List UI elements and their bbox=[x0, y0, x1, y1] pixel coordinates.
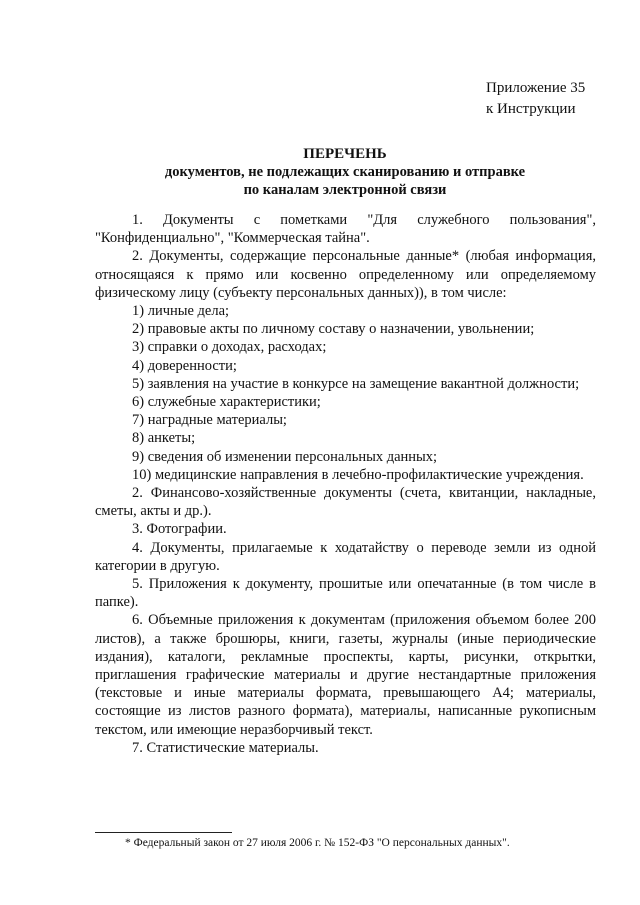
list-item-8: 7. Статистические материалы. bbox=[132, 739, 319, 756]
document-body bbox=[95, 211, 596, 757]
sub-item-8: 8) анкеты; bbox=[132, 430, 196, 447]
list-item-1: 1. Документы с пометками "Для служебного пользования", "Конфиденциально", "Коммерческая тайна". bbox=[95, 212, 596, 247]
title-heading: ПЕРЕЧЕНЬ bbox=[303, 146, 387, 162]
sub-item-5: 5) заявления на участие в конкурсе на замещение вакантной должности; bbox=[132, 375, 580, 392]
list-item-5: 4. Документы, прилагаемые к ходатайству о переводе земли из одной категории в другую. bbox=[95, 539, 596, 574]
document-title bbox=[95, 145, 595, 199]
list-item-3: 2. Финансово-хозяйственные документы (счета, квитанции, накладные, сметы, акты и др.). bbox=[95, 485, 596, 520]
appendix-reference bbox=[486, 78, 585, 120]
title-line-1: документов, не подлежащих сканированию и отправке bbox=[164, 164, 526, 180]
appendix-instruction: к Инструкции bbox=[486, 101, 576, 117]
sub-item-2: 2) правовые акты по личному составу о назначении, увольнении; bbox=[132, 321, 535, 338]
appendix-number: Приложение 35 bbox=[486, 80, 586, 96]
sub-item-10: 10) медицинские направления в лечебно-профилактические учреждения. bbox=[132, 466, 584, 483]
sub-item-3: 3) справки о доходах, расходах; bbox=[132, 339, 327, 356]
sub-item-4: 4) доверенности; bbox=[132, 357, 237, 374]
footnote: * Федеральный закон от 27 июля 2006 г. № 152-ФЗ "О персональных данных". bbox=[125, 837, 510, 849]
list-item-6: 5. Приложения к документу, прошитые или опечатанные (в том числе в папке). bbox=[95, 576, 596, 611]
sub-item-6: 6) служебные характеристики; bbox=[132, 394, 321, 411]
sub-item-7: 7) наградные материалы; bbox=[132, 412, 287, 429]
list-item-7: 6. Объемные приложения к документам (приложения объемом более 200 листов), а также брошюры, книги, газеты, журналы (иные периодические издания), каталоги, рекламные проспекты, карты, рисунки, открытки, приглашения графические материалы и другие нестандартные приложения (текстовые и иные материалы формата, превышающего А4; материалы, состоящие из листов разного формата), материалы, написанные рукописным текстом, или имеющие неразборчивый текст. bbox=[95, 612, 596, 738]
sub-item-1: 1) личные дела; bbox=[132, 303, 230, 320]
sub-item-9: 9) сведения об изменении персональных данных; bbox=[132, 448, 438, 465]
title-line-2: по каналам электронной связи bbox=[243, 182, 447, 198]
list-item-2: 2. Документы, содержащие персональные данные* (любая информация, относящаяся к прямо или косвенно определенному или определяемому физическому лицу (субъекту персональных данных)), в том числе: bbox=[95, 248, 596, 301]
footnote-separator bbox=[95, 832, 232, 833]
list-item-4: 3. Фотографии. bbox=[132, 521, 227, 538]
